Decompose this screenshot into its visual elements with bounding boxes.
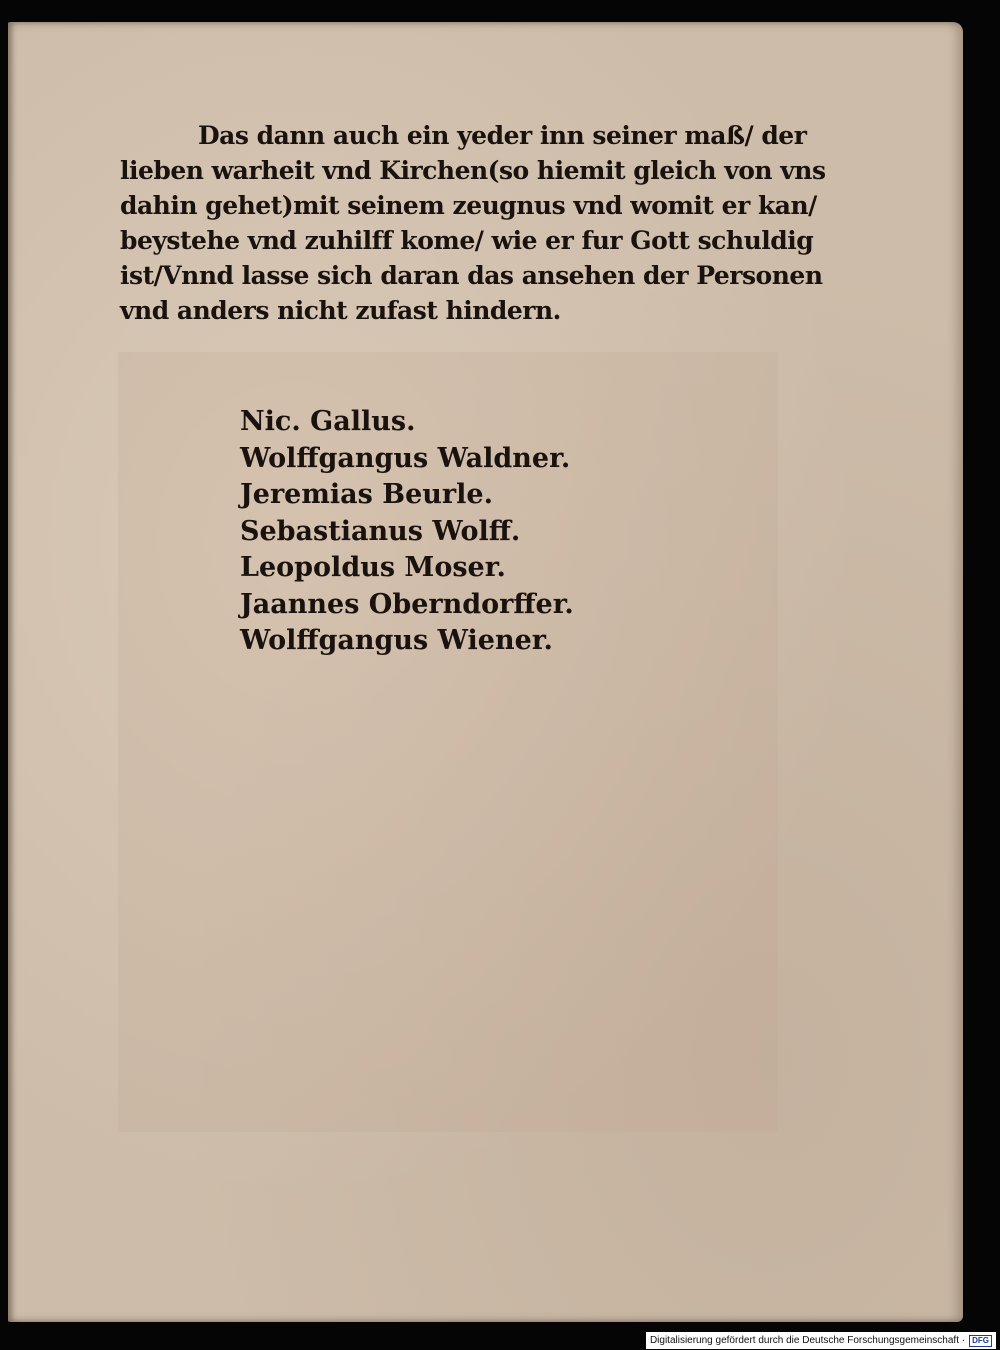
body-line: ist/Vnnd lasse sich daran das ansehen der Personen — [120, 261, 823, 290]
signatory-name: Wolffgangus Wiener. — [240, 625, 553, 656]
signatory-name: Sebastianus Wolff. — [240, 515, 521, 547]
document-page — [8, 22, 963, 1322]
signatory-name: Nic. Gallus. — [240, 406, 416, 437]
dfg-logo-icon: DFG — [969, 1335, 992, 1347]
body-paragraph — [120, 118, 826, 328]
funding-footer — [646, 1332, 996, 1349]
body-line: Das dann auch ein yeder inn seiner maß/ der — [198, 121, 807, 150]
signatory-name: Wolffgangus Waldner. — [240, 442, 571, 474]
funding-note: Digitalisierung gefördert durch die Deutsche Forschungsgemeinschaft · — [649, 1335, 966, 1346]
signatory-name: Jaannes Oberndorffer. — [240, 588, 574, 620]
signatory-name: Leopoldus Moser. — [240, 552, 506, 583]
signatory-list — [240, 404, 574, 660]
body-line: beystehe vnd zuhilff kome/ wie er fur Gott schuldig — [120, 226, 814, 255]
body-line: lieben warheit vnd Kirchen(so hiemit gleich von vns — [120, 156, 826, 185]
signatory-name: Jeremias Beurle. — [240, 479, 493, 510]
body-line: dahin gehet)mit seinem zeugnus vnd womit er kan/ — [120, 191, 817, 220]
body-line: vnd anders nicht zufast hindern. — [120, 296, 561, 325]
